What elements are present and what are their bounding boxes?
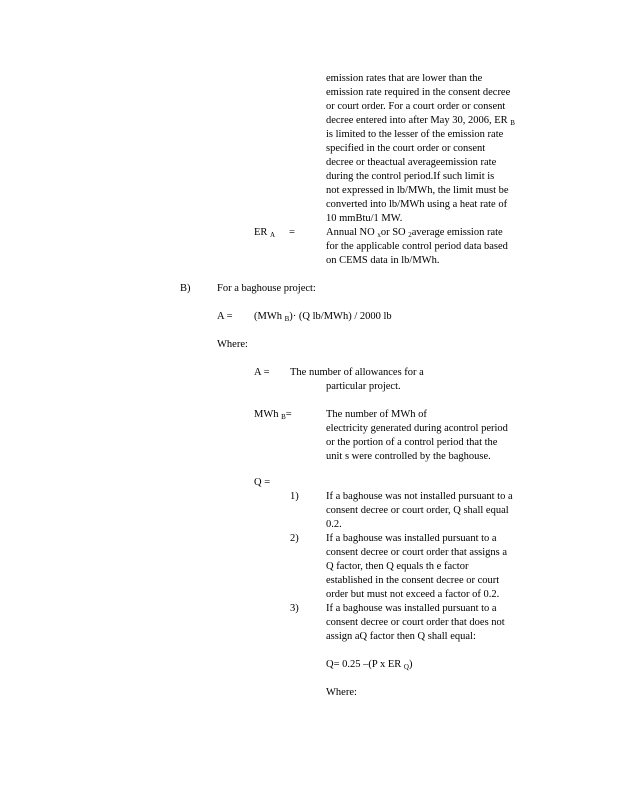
text-line: established in the consent decree or court xyxy=(326,575,500,586)
def-mwh-label: MWh $_B$= xyxy=(254,409,292,421)
text-line: or the portion of a control period that the xyxy=(326,437,498,448)
text-line: The number of allowances for a xyxy=(290,367,424,378)
subscript: B xyxy=(510,119,515,127)
item-text xyxy=(326,532,507,602)
era-label: ER $_A$ xyxy=(254,227,276,239)
where-label: Where: xyxy=(326,687,357,698)
text-line: 0.2. xyxy=(326,519,342,530)
text-line: electricity generated during acontrol period xyxy=(326,423,508,434)
text-line: decree or theactual averageemission rate xyxy=(326,157,497,168)
text-line: decree entered into after May 30, 2006, ER $_B$ xyxy=(326,115,515,127)
text-line: is limited to the lesser of the emission rate xyxy=(326,129,504,140)
text-line: not expressed in lb/MWh, the limit must be xyxy=(326,185,509,196)
top-paragraph xyxy=(326,72,515,226)
text-line: Annual NO $_x$or SO $_2$average emission rate xyxy=(326,227,503,239)
text-line: or court order. For a court order or consent xyxy=(326,101,506,112)
text-line: unit s were controlled by the baghouse. xyxy=(326,451,491,462)
section-letter: B) xyxy=(180,283,191,294)
text-line: on CEMS data in lb/MWh. xyxy=(326,255,440,266)
text-line: Q factor, then Q equals th e factor xyxy=(326,561,469,572)
item-number: 1) xyxy=(290,491,299,502)
formula-rhs: (MWh $_B$)· (Q lb/MWh) / 2000 lb xyxy=(254,311,392,323)
text-line: specified in the court order or consent xyxy=(326,143,486,154)
text-line: emission rates that are lower than the xyxy=(326,73,483,84)
text-line: during the control period.If such limit is xyxy=(326,171,495,182)
era-description xyxy=(326,226,508,268)
section-heading: For a baghouse project: xyxy=(217,283,316,294)
item-number: 2) xyxy=(290,533,299,544)
text-line: assign aQ factor then Q shall equal: xyxy=(326,631,476,642)
where-label: Where: xyxy=(217,339,248,350)
text-line: for the applicable control period data based xyxy=(326,241,508,252)
text-line: consent decree or court order that assigns a xyxy=(326,547,508,558)
text-line: If a baghouse was not installed pursuant to a xyxy=(326,491,513,502)
text-line: The number of MWh of xyxy=(326,409,427,420)
item-text xyxy=(326,490,513,532)
text-line: particular project. xyxy=(326,381,401,392)
text-line: 10 mmBtu/1 MW. xyxy=(326,213,403,224)
formula-lhs: A = xyxy=(217,311,233,322)
text-line: consent decree or court order that does not xyxy=(326,617,505,628)
text-line: emission rate required in the consent decree xyxy=(326,87,511,98)
text-line: If a baghouse was installed pursuant to a xyxy=(326,603,497,614)
def-mwh-text xyxy=(326,408,508,464)
text-line: order but must not exceed a factor of 0.2. xyxy=(326,589,500,600)
text-line: If a baghouse was installed pursuant to a xyxy=(326,533,497,544)
def-a-label: A = xyxy=(254,367,270,378)
def-a-text xyxy=(290,366,424,394)
q-formula: Q= 0.25 –(P x ER $_Q$) xyxy=(326,659,413,671)
text-line: converted into lb/MWh using a heat rate of xyxy=(326,199,508,210)
era-equals: = xyxy=(289,227,295,238)
def-q-label: Q = xyxy=(254,477,271,488)
text-line: consent decree or court order, Q shall equal xyxy=(326,505,509,516)
item-text xyxy=(326,602,505,644)
item-number: 3) xyxy=(290,603,299,614)
